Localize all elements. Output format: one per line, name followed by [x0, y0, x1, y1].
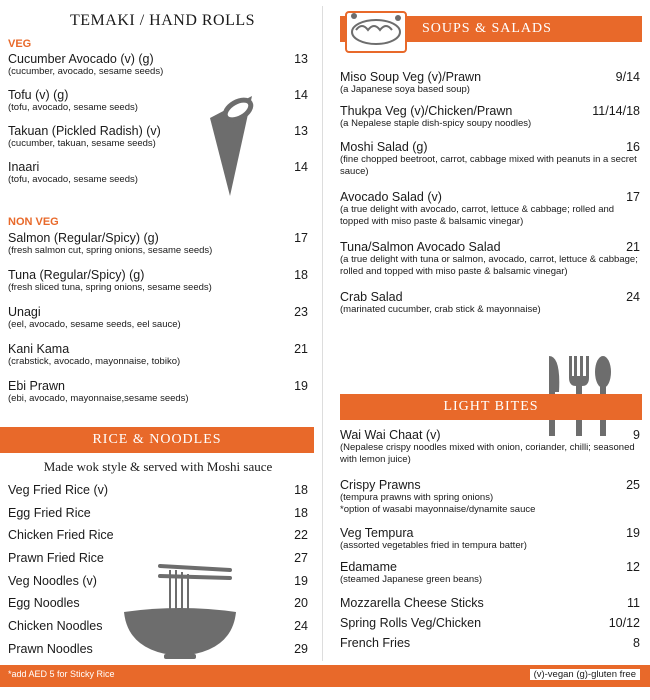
menu-item	[340, 104, 640, 140]
item-desc: (eel, avocado, sesame seeds, eel sauce)	[8, 319, 181, 330]
item-desc: (fresh salmon cut, spring onions, sesame seeds)	[8, 245, 213, 256]
item-name: Thukpa Veg (v)/Chicken/Prawn	[340, 104, 513, 118]
item-price: 22	[294, 528, 308, 543]
item-price: 13	[294, 124, 308, 138]
item-name: Kani Kama	[8, 342, 70, 356]
menu-item	[340, 636, 640, 656]
item-price: 11/14/18	[592, 104, 640, 118]
item-price: 14	[294, 88, 308, 102]
menu-item	[8, 506, 308, 529]
menu-item	[8, 268, 308, 305]
item-price: 25	[626, 478, 640, 492]
item-name: Edamame	[340, 560, 397, 574]
item-name: Egg Noodles	[8, 596, 80, 611]
item-price: 16	[626, 140, 640, 154]
item-name: Cucumber Avocado (v) (g)	[8, 52, 154, 66]
rice-subtitle: Made wok style & served with Moshi sauce	[43, 459, 273, 474]
item-price: 23	[294, 305, 308, 319]
item-price: 14	[294, 160, 308, 174]
menu-item	[340, 596, 640, 616]
item-name: Spring Rolls Veg/Chicken	[340, 616, 482, 630]
item-desc: (crabstick, avocado, mayonnaise, tobiko)	[8, 356, 181, 367]
item-name: Ebi Prawn	[8, 379, 65, 393]
menu-item	[340, 240, 640, 290]
item-desc: (tofu, avocado, sesame seeds)	[8, 102, 138, 113]
menu-item	[340, 190, 640, 240]
menu-item	[340, 290, 640, 324]
item-price: 9/14	[615, 70, 640, 84]
veg-label: VEG	[8, 38, 32, 50]
item-price: 19	[294, 379, 308, 393]
menu-item	[340, 560, 640, 596]
light-bites-header: LIGHT BITES	[340, 394, 642, 420]
item-price: 11	[627, 596, 640, 610]
hand-roll-icon	[208, 88, 268, 198]
menu-item	[340, 616, 640, 636]
item-name: Egg Fried Rice	[8, 505, 91, 520]
item-name: Avocado Salad (v)	[340, 190, 442, 204]
item-name: Unagi	[8, 305, 41, 319]
item-desc: (cucumber, avocado, sesame seeds)	[8, 66, 164, 77]
diet-legend: (v)-vegan (g)-gluten free	[530, 669, 640, 680]
menu-item	[8, 379, 308, 416]
soup-sketch-icon	[340, 2, 412, 56]
column-divider	[322, 6, 323, 661]
item-price: 17	[294, 231, 308, 245]
item-price: 18	[294, 505, 308, 520]
item-desc: (marinated cucumber, crab stick & mayonnaise)	[340, 304, 541, 315]
item-desc: (a Nepalese staple dish-spicy soupy noodles)	[340, 118, 532, 129]
item-desc: (a true delight with tuna or salmon, avocado, carrot, lettuce & cabbage; rolled and topped with miso paste & balsamic vinegar)	[340, 254, 638, 277]
item-name: Veg Fried Rice (v)	[8, 483, 109, 497]
item-price: 19	[626, 526, 640, 540]
noodle-bowl-icon	[120, 556, 240, 661]
item-desc: (ebi, avocado, mayonnaise,sesame seeds)	[8, 393, 189, 404]
item-price: 10/12	[608, 616, 640, 630]
item-price: 18	[294, 483, 308, 497]
item-note: *option of wasabi mayonnaise/dynamite sauce	[340, 504, 536, 515]
menu-item	[8, 483, 308, 506]
item-name: Tuna (Regular/Spicy) (g)	[8, 268, 145, 282]
item-desc: (steamed Japanese green beans)	[340, 574, 483, 585]
item-name: Inaari	[8, 160, 40, 174]
item-price: 27	[294, 551, 308, 566]
item-price: 19	[294, 573, 308, 588]
menu-item	[340, 428, 640, 478]
item-desc: (Nepalese crispy noodles mixed with onion, coriander, chilli; seasoned with lemon juice)	[340, 442, 635, 465]
item-price: 21	[294, 342, 308, 356]
item-price: 21	[626, 240, 640, 254]
item-name: Crispy Prawns	[340, 478, 421, 492]
menu-item	[8, 342, 308, 379]
menu-item	[8, 528, 308, 551]
item-name: Moshi Salad (g)	[340, 140, 428, 154]
item-name: Tofu (v) (g)	[8, 88, 69, 102]
item-name: Mozzarella Cheese Sticks	[340, 596, 484, 610]
item-name: Veg Tempura	[340, 526, 414, 540]
item-desc: (fresh sliced tuna, spring onions, sesame seeds)	[8, 282, 212, 293]
item-desc: (tofu, avocado, sesame seeds)	[8, 174, 138, 185]
item-desc: (a true delight with avocado, carrot, lettuce & cabbage; rolled and topped with miso paste & balsamic vinegar)	[340, 204, 615, 227]
bites-list	[340, 428, 640, 656]
soups-salads-header: SOUPS & SALADS	[340, 16, 642, 42]
item-name: Chicken Fried Rice	[8, 528, 114, 543]
nonveg-list	[8, 231, 308, 416]
item-price: 24	[294, 619, 308, 634]
temaki-title: TEMAKI / HAND ROLLS	[70, 12, 256, 29]
item-desc: (a Japanese soya based soup)	[340, 84, 470, 95]
item-price: 24	[626, 290, 640, 304]
item-name: Salmon (Regular/Spicy) (g)	[8, 231, 159, 245]
nonveg-label: NON VEG	[8, 216, 59, 228]
item-name: French Fries	[340, 636, 411, 650]
soups-list	[340, 70, 640, 324]
item-price: 9	[633, 428, 640, 442]
menu-item	[8, 52, 308, 88]
item-name: Wai Wai Chaat (v)	[340, 428, 441, 442]
rice-noodles-header: RICE & NOODLES	[0, 427, 314, 453]
menu-item	[340, 70, 640, 104]
item-price: 13	[294, 52, 308, 66]
item-price: 8	[633, 636, 640, 650]
item-price: 12	[626, 560, 640, 574]
item-desc: (assorted vegetables fried in tempura batter)	[340, 540, 527, 551]
item-price: 18	[294, 268, 308, 282]
item-name: Chicken Noodles	[8, 619, 103, 634]
menu-item	[8, 231, 308, 268]
item-name: Veg Noodles (v)	[8, 573, 97, 588]
item-price: 29	[294, 641, 308, 656]
item-name: Prawn Fried Rice	[8, 551, 104, 566]
item-name: Prawn Noodles	[8, 641, 93, 656]
item-name: Takuan (Pickled Radish) (v)	[8, 124, 161, 138]
item-desc: (cucumber, takuan, sesame seeds)	[8, 138, 156, 149]
item-name: Miso Soup Veg (v)/Prawn	[340, 70, 482, 84]
sticky-rice-note: *add AED 5 for Sticky Rice	[8, 669, 115, 679]
item-desc: (fine chopped beetroot, carrot, cabbage mixed with peanuts in a secret sauce)	[340, 154, 637, 177]
menu-item	[8, 305, 308, 342]
menu-item	[340, 526, 640, 560]
menu-item	[340, 140, 640, 190]
item-price: 17	[626, 190, 640, 204]
menu-item	[340, 478, 640, 526]
item-desc: (tempura prawns with spring onions)	[340, 492, 494, 503]
item-name: Tuna/Salmon Avocado Salad	[340, 240, 501, 254]
item-price: 20	[294, 596, 308, 611]
item-name: Crab Salad	[340, 290, 403, 304]
footer	[0, 665, 650, 700]
